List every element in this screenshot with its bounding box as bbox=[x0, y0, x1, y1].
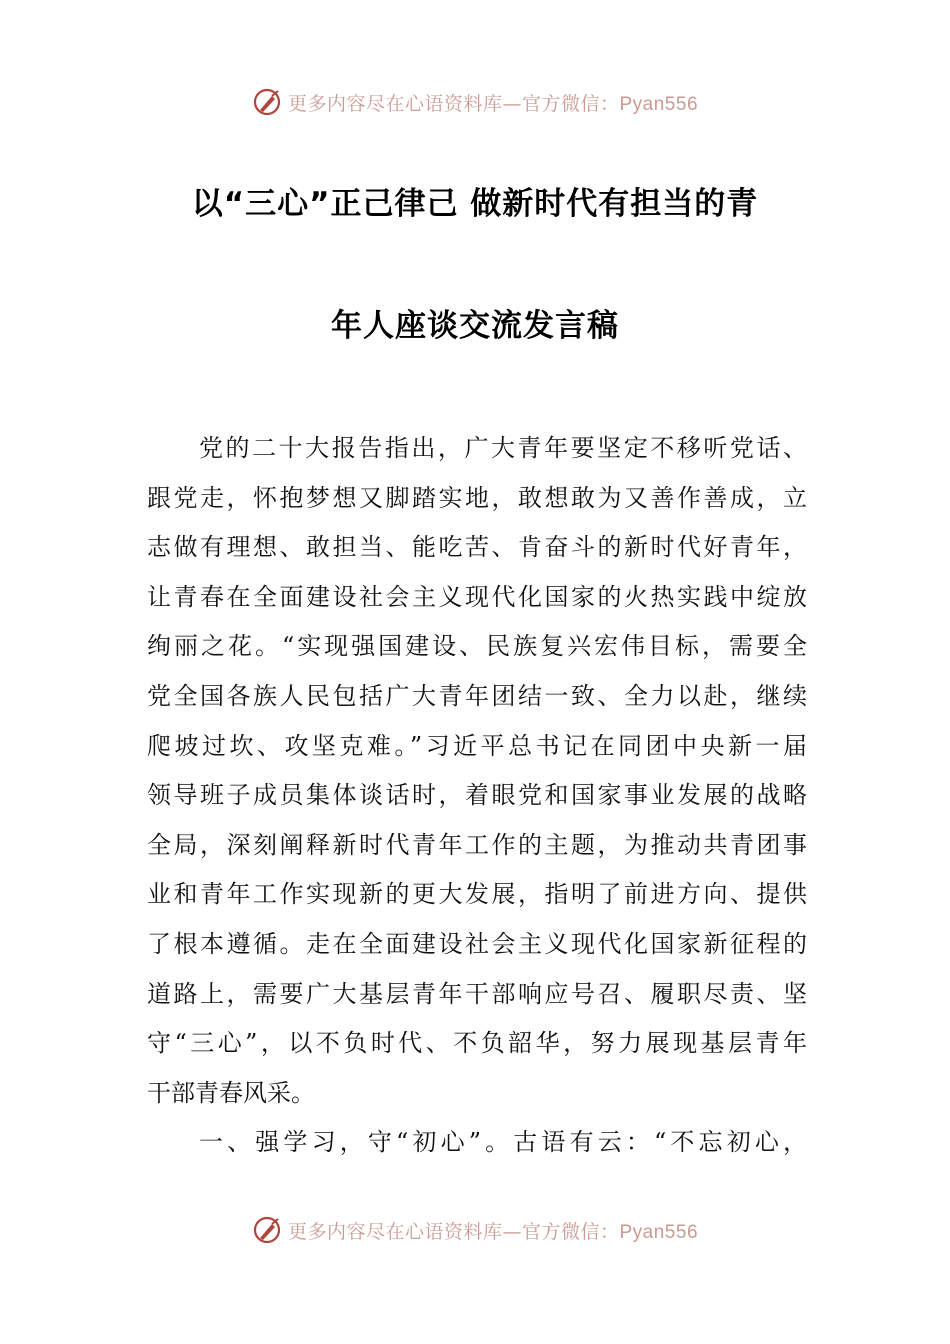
body-line: 了根本遵循。走在全面建设社会主义现代化国家新征程的 bbox=[147, 929, 807, 958]
body-line: 业和青年工作实现新的更大发展，指明了前进方向、提供 bbox=[147, 880, 807, 909]
header-watermark bbox=[0, 80, 950, 124]
body-line: 党全国各族人民包括广大青年团结一致、全力以赴，继续 bbox=[147, 681, 807, 710]
body-line: 全局，深刻阐释新时代青年工作的主题，为推动共青团事 bbox=[147, 830, 807, 859]
body-line: 一、强学习，守“初心”。古语有云：“不忘初心， bbox=[199, 1128, 807, 1157]
body-line: 道路上，需要广大基层青年干部响应号召、履职尽责、坚 bbox=[147, 979, 807, 1008]
body-line: 志做有理想、敢担当、能吃苦、肯奋斗的新时代好青年， bbox=[147, 533, 807, 562]
footer-watermark bbox=[0, 1208, 950, 1252]
body-line: 党的二十大报告指出，广大青年要坚定不移听党话、 bbox=[199, 434, 807, 462]
body-line: 领导班子成员集体谈话时，着眼党和国家事业发展的战略 bbox=[147, 781, 807, 810]
body-line: 守“三心”，以不负时代、不负韶华，努力展现基层青年 bbox=[147, 1029, 807, 1058]
quill-pen-logo-icon bbox=[252, 1215, 282, 1245]
footer-wechat-id: Pyan556 bbox=[619, 1221, 699, 1243]
title-line-2: 年人座谈交流发言稿 bbox=[331, 308, 619, 344]
title-line-1: 以“三心”正己律己 做新时代有担当的青 bbox=[191, 186, 759, 222]
body-line: 绚丽之花。“实现强国建设、民族复兴宏伟目标，需要全 bbox=[147, 632, 807, 661]
body-line: 跟党走，怀抱梦想又脚踏实地，敢想敢为又善作善成，立 bbox=[147, 483, 807, 512]
body-text bbox=[147, 424, 807, 1168]
header-wechat-id: Pyan556 bbox=[619, 93, 699, 115]
header-watermark-text: 更多内容尽在心语资料库—官方微信：Pyan556 bbox=[287, 92, 699, 115]
body-line: 爬坡过坎、攻坚克难。”习近平总书记在同团中央新一届 bbox=[147, 731, 807, 760]
body-line: 干部青春风采。 bbox=[147, 1078, 315, 1107]
quill-pen-logo-icon bbox=[252, 87, 282, 117]
body-line: 让青春在全面建设社会主义现代化国家的火热实践中绽放 bbox=[147, 582, 807, 611]
footer-watermark-text: 更多内容尽在心语资料库—官方微信：Pyan556 bbox=[287, 1220, 699, 1243]
